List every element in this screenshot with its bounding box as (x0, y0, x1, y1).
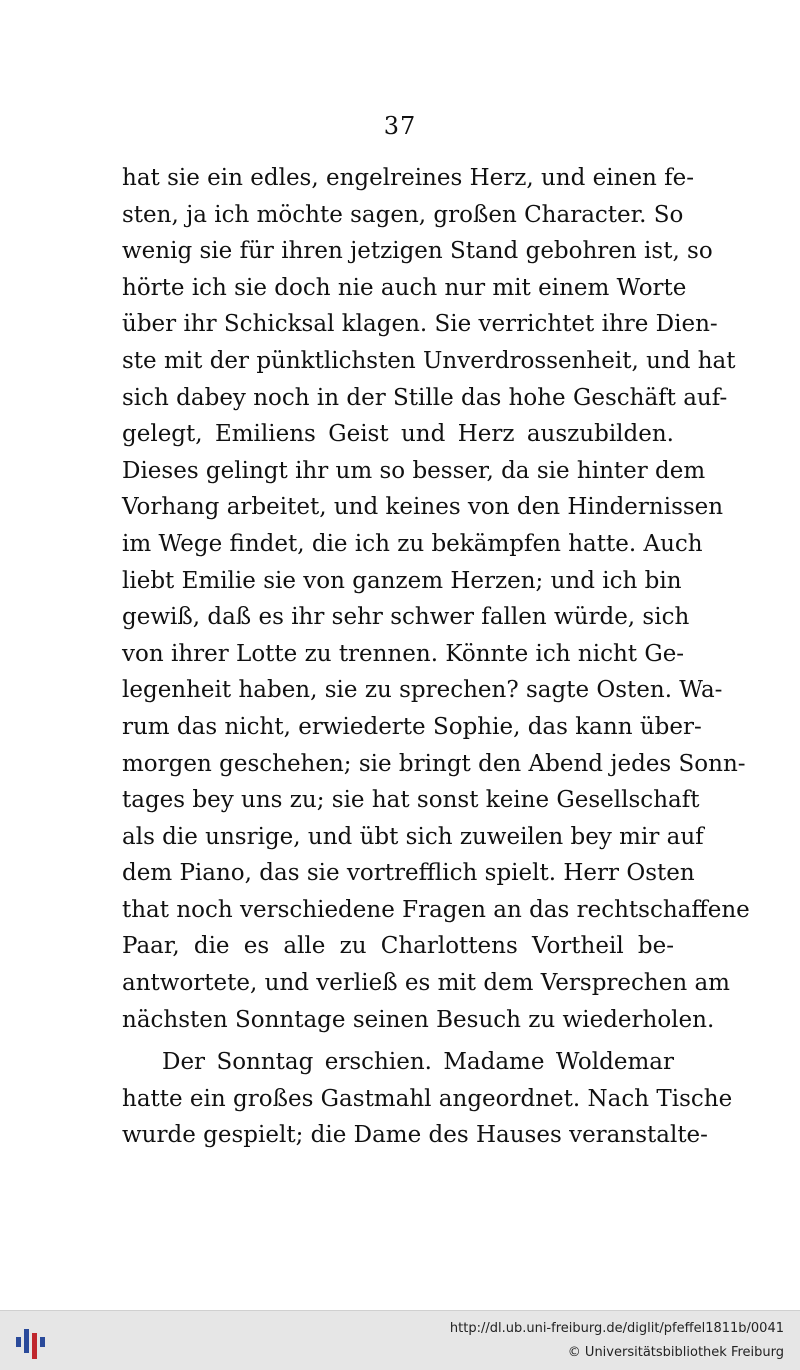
text-line: über ihr Schicksal klagen. Sie verrichtet ihre Dien- (122, 311, 718, 338)
page-number: 37 (383, 112, 417, 140)
text-line: tages bey uns zu; sie hat sonst keine Gesellschaft (122, 787, 700, 814)
text-line: morgen geschehen; sie bringt den Abend jedes Sonn- (122, 750, 746, 777)
text-line: Paar, die es alle zu Charlottens Vortheil be- (122, 933, 674, 960)
text-line: als die unsrige, und übt sich zuweilen bey mir auf (122, 823, 704, 850)
text-line: that noch verschiedene Fragen an das rechtschaffene (122, 896, 750, 923)
text-line: hat sie ein edles, engelreines Herz, und einen fe- (122, 165, 695, 191)
text-line: antwortete, und verließ es mit dem Versprechen am (122, 970, 730, 997)
text-line: wurde gespielt; die Dame des Hauses veranstalte- (122, 1122, 708, 1149)
footer-copyright: © Universitätsbibliothek Freiburg (567, 1345, 784, 1360)
footer-bar (0, 1310, 800, 1370)
text-line: hatte ein großes Gastmahl angeordnet. Nach Tische (122, 1085, 733, 1112)
text-line: gewiß, daß es ihr sehr schwer fallen würde, sich (122, 604, 690, 631)
text-line: Dieses gelingt ihr um so besser, da sie hinter dem (122, 457, 706, 484)
text-line: dem Piano, das sie vortrefflich spielt. Herr Osten (122, 860, 695, 887)
text-line: sten, ja ich möchte sagen, großen Character. So (122, 201, 684, 228)
text-line: im Wege findet, die ich zu bekämpfen hatte. Auch (122, 530, 703, 557)
text-line: liebt Emilie sie von ganzem Herzen; und ich bin (122, 567, 682, 594)
footer-url-link[interactable]: http://dl.ub.uni-freiburg.de/diglit/pfeffel1811b/0041 (449, 1321, 784, 1336)
text-line: ste mit der pünktlichsten Unverdrossenheit, und hat (122, 347, 736, 374)
text-line: von ihrer Lotte zu trennen. Könnte ich nicht Ge- (122, 640, 685, 667)
text-line: hörte ich sie doch nie auch nur mit einem Worte (122, 274, 687, 301)
text-line: nächsten Sonntage seinen Besuch zu wiederholen. (122, 1006, 715, 1033)
text-line: rum das nicht, erwiederte Sophie, das kann über- (122, 713, 702, 740)
text-line: Vorhang arbeitet, und keines von den Hindernissen (122, 494, 724, 521)
text-body (122, 160, 750, 1154)
text-line: Der Sonntag erschien. Madame Woldemar (162, 1049, 674, 1076)
ub-freiburg-logo-icon (14, 1321, 50, 1361)
text-line: sich dabey noch in der Stille das hohe Geschäft auf- (122, 384, 728, 411)
text-line: legenheit haben, sie zu sprechen? sagte Osten. Wa- (122, 677, 723, 704)
text-line: gelegt, Emiliens Geist und Herz auszubilden. (122, 421, 674, 448)
text-line: wenig sie für ihren jetzigen Stand gebohren ist, so (122, 238, 713, 265)
